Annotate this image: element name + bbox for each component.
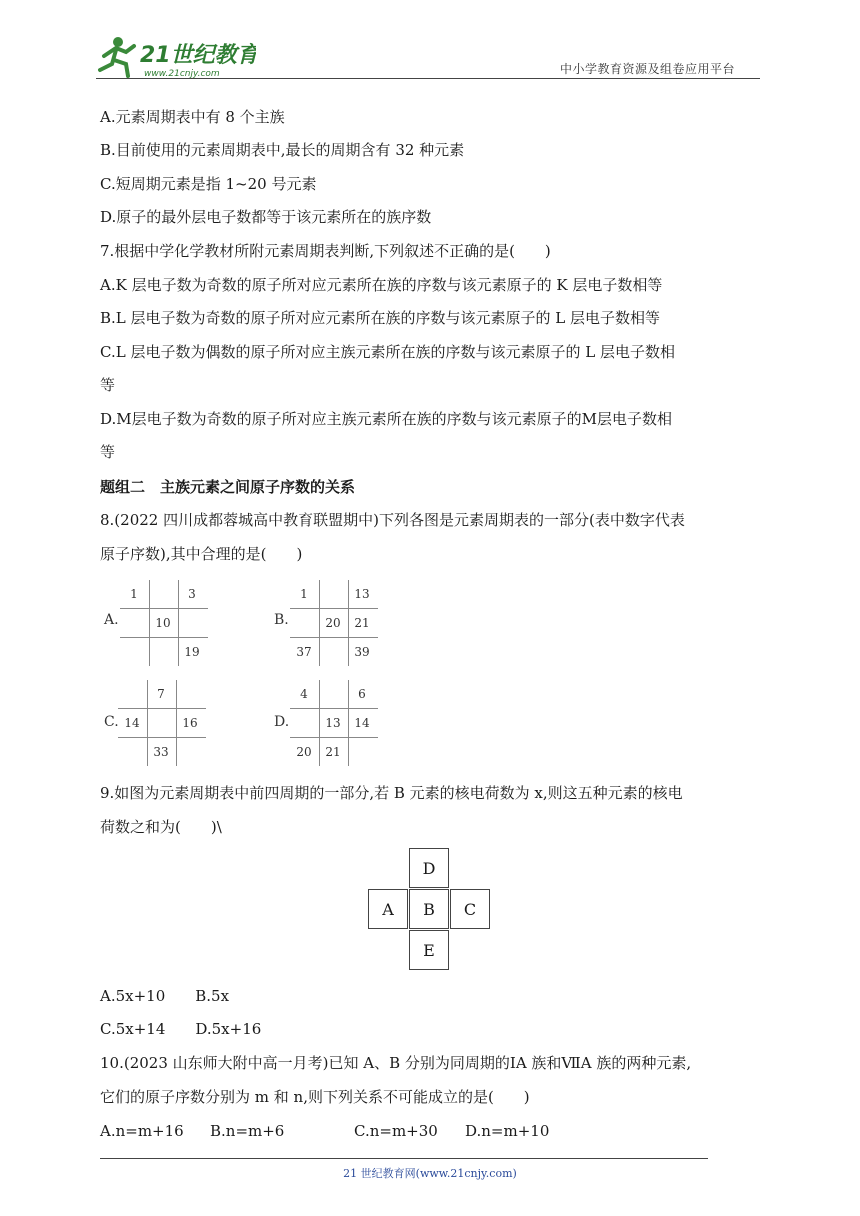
q7-stem: 7.根据中学化学教材所附元素周期表判断,下列叙述不正确的是( ) — [100, 242, 551, 260]
element-cross-figure — [368, 848, 492, 972]
grid-b-cell: 20 — [325, 616, 341, 630]
cross-cell-right: C — [450, 889, 490, 929]
runner-logo-icon — [96, 34, 256, 80]
q10-option-d: D.n=m+10 — [465, 1122, 550, 1140]
grid-b-cell: 37 — [296, 645, 312, 659]
q6-option-d: D.原子的最外层电子数都等于该元素所在的族序数 — [100, 208, 432, 226]
grid-d-cell: 14 — [354, 716, 370, 730]
footer-text[interactable]: 21 世纪教育网(www.21cnjy.com) — [343, 1167, 517, 1180]
grid-a-cell: 10 — [155, 616, 171, 630]
q6-option-a: A.元素周期表中有 8 个主族 — [100, 108, 285, 126]
q9-options-cd: C.5x+14 D.5x+16 — [100, 1020, 262, 1038]
grid-a-cell: 1 — [130, 587, 138, 601]
q10-option-b: B.n=m+6 — [210, 1122, 285, 1140]
header-divider — [96, 78, 760, 79]
section-title: 题组二 主族元素之间原子序数的关系 — [100, 478, 356, 496]
q7-option-b: B.L 层电子数为奇数的原子所对应元素所在族的序数与该元素原子的 L 层电子数相等 — [100, 309, 661, 327]
grid-b-cell: 39 — [354, 645, 370, 659]
grid-b-label: B. — [274, 612, 289, 628]
q7-option-d-line1: D.M层电子数为奇数的原子所对应主族元素所在族的序数与该元素原子的M层电子数相 — [100, 410, 672, 428]
grid-d-cell: 21 — [325, 745, 341, 759]
grid-a-cell: 19 — [184, 645, 200, 659]
q7-option-c-line1: C.L 层电子数为偶数的原子所对应主族元素所在族的序数与该元素原子的 L 层电子数相 — [100, 343, 675, 361]
grid-d-cell: 13 — [325, 716, 341, 730]
q10-stem-line2: 它们的原子序数分别为 m 和 n,则下列关系不可能成立的是( ) — [100, 1088, 530, 1106]
q9-stem-line2: 荷数之和为( )\ — [100, 818, 222, 836]
q10-option-a: A.n=m+16 — [100, 1122, 184, 1140]
q9-stem-line1: 9.如图为元素周期表中前四周期的一部分,若 B 元素的核电荷数为 x,则这五种元素的核电 — [100, 784, 683, 802]
q7-option-a: A.K 层电子数为奇数的原子所对应元素所在族的序数与该元素原子的 K 层电子数相等 — [100, 276, 663, 294]
grid-d-cell: 6 — [358, 687, 366, 701]
q8-stem-line2: 原子序数),其中合理的是( ) — [100, 545, 303, 563]
grid-c-cell: 16 — [182, 716, 198, 730]
footer-divider — [100, 1158, 708, 1159]
grid-c-cell: 7 — [157, 687, 165, 701]
q6-option-b: B.目前使用的元素周期表中,最长的周期含有 32 种元素 — [100, 141, 465, 159]
q7-option-c-line2: 等 — [100, 376, 116, 394]
grid-a-label: A. — [104, 612, 119, 628]
cross-cell-center: B — [409, 889, 449, 929]
grid-c-cell: 33 — [153, 745, 169, 759]
site-logo — [96, 34, 256, 80]
grid-b-cell: 1 — [300, 587, 308, 601]
svg-text:www.21cnjy.com: www.21cnjy.com — [144, 69, 220, 79]
header-platform-text: 中小学教育资源及组卷应用平台 — [560, 62, 736, 76]
grid-a-cell: 3 — [188, 587, 196, 601]
grid-c-label: C. — [104, 714, 119, 730]
cross-cell-top: D — [409, 848, 449, 888]
grid-c-cell: 14 — [124, 716, 140, 730]
svg-text:21世纪教育: 21世纪教育 — [140, 43, 256, 68]
q6-option-c: C.短周期元素是指 1~20 号元素 — [100, 175, 317, 193]
q10-option-c: C.n=m+30 — [354, 1122, 438, 1140]
grid-d-cell: 4 — [300, 687, 308, 701]
cross-cell-bottom: E — [409, 930, 449, 970]
q7-option-d-line2: 等 — [100, 443, 116, 461]
grid-b-cell: 21 — [354, 616, 370, 630]
grid-d-cell: 20 — [296, 745, 312, 759]
q10-stem-line1: 10.(2023 山东师大附中高一月考)已知 A、B 分别为同周期的ⅠA 族和ⅦA 族的两种元素, — [100, 1054, 692, 1072]
cross-cell-left: A — [368, 889, 408, 929]
q8-stem-line1: 8.(2022 四川成都蓉城高中教育联盟期中)下列各图是元素周期表的一部分(表中数字代表 — [100, 511, 685, 529]
q9-options-ab: A.5x+10 B.5x — [100, 987, 230, 1005]
grid-b-cell: 13 — [354, 587, 370, 601]
grid-d-label: D. — [274, 714, 290, 730]
